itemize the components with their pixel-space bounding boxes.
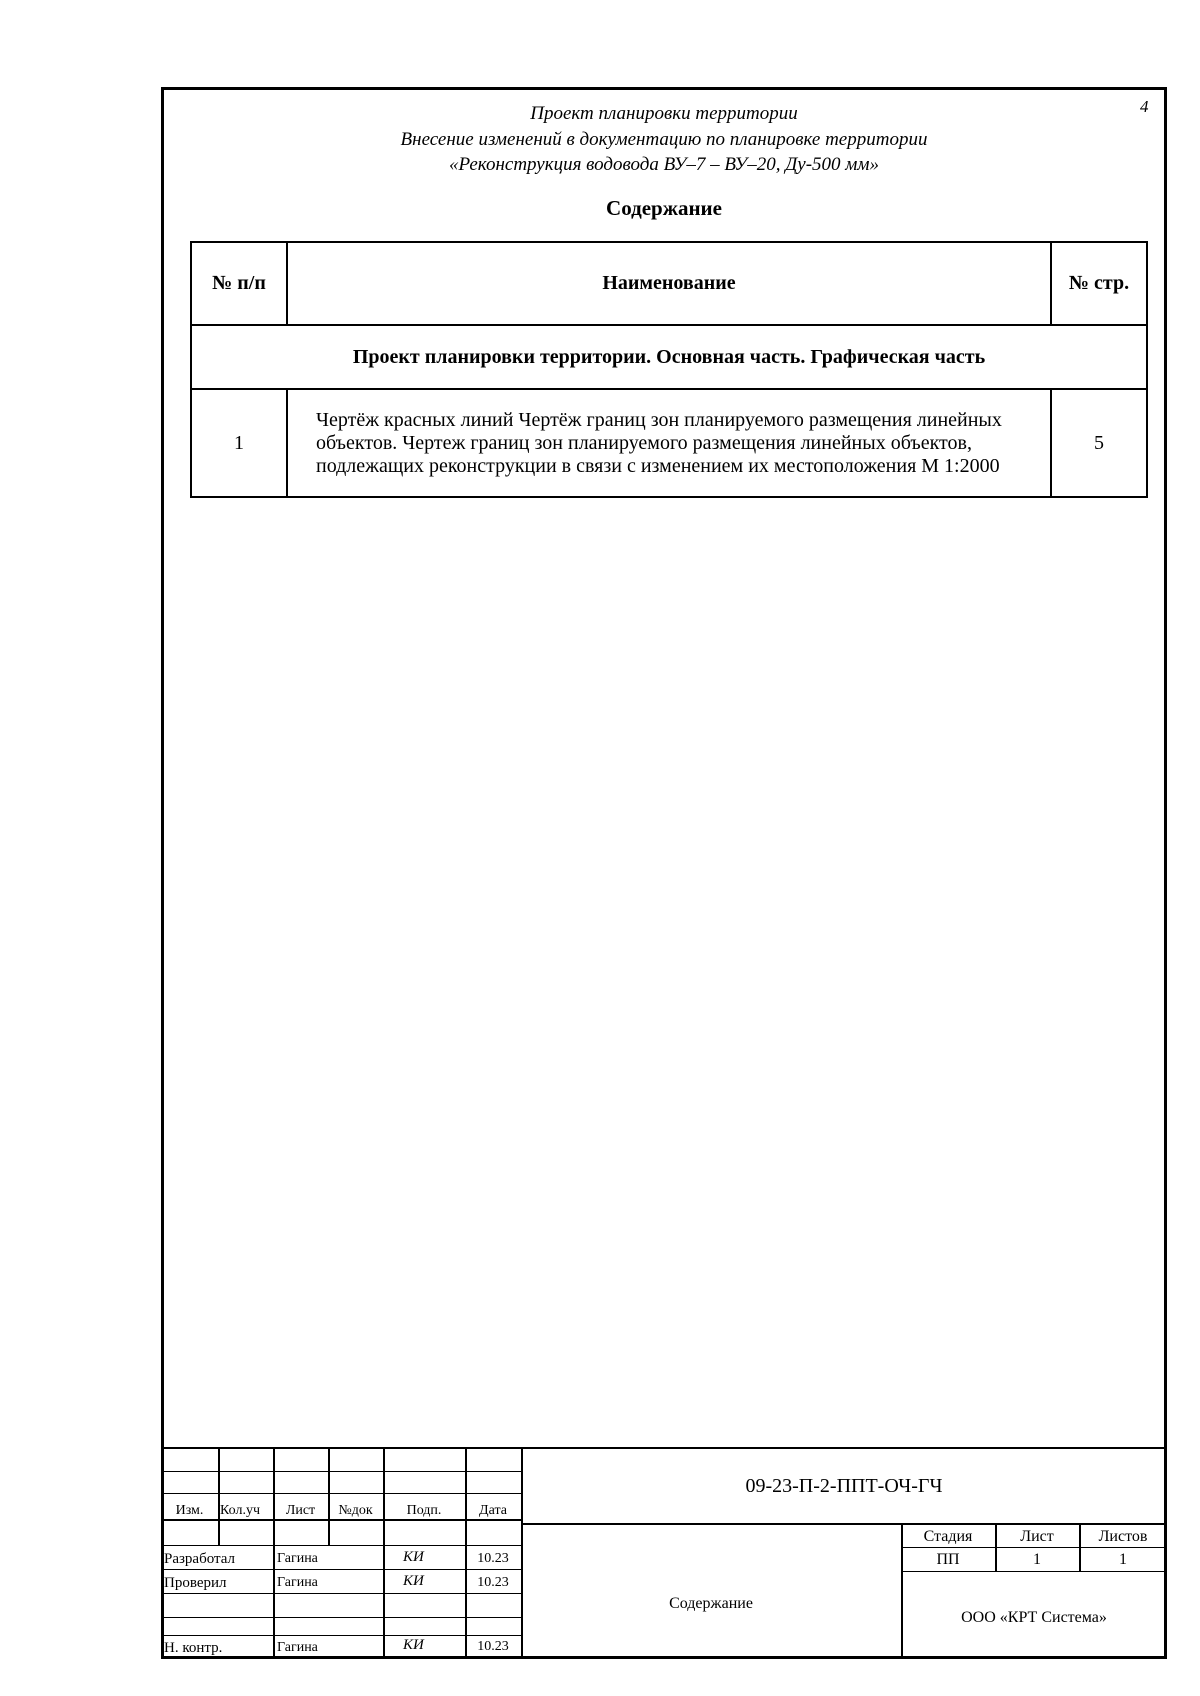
sheet-label: Лист xyxy=(1020,1528,1054,1545)
col-izm: Изм. xyxy=(175,1503,204,1518)
page-number: 4 xyxy=(1140,97,1149,116)
role-checked-date: 10.23 xyxy=(477,1575,509,1590)
col-ndoc: №док xyxy=(338,1503,373,1518)
sheets-label: Листов xyxy=(1098,1528,1148,1545)
signature-norm-control: КИ xyxy=(403,1637,424,1653)
sheet-title: Содержание xyxy=(669,1595,753,1612)
page-title: Содержание xyxy=(606,196,722,220)
col-kolvo: Кол.уч xyxy=(220,1503,260,1518)
document-code: 09-23-П-2-ППТ-ОЧ-ГЧ xyxy=(745,1475,943,1497)
role-checked-name: Гагина xyxy=(277,1575,318,1590)
column-header-page: № стр. xyxy=(1051,242,1147,325)
role-checked: Проверил xyxy=(164,1575,227,1591)
document-header xyxy=(161,101,1167,178)
role-norm-control-name: Гагина xyxy=(277,1640,318,1655)
section-title: Проект планировки территории. Основная часть. Графическая часть xyxy=(191,325,1147,389)
role-norm-control-date: 10.23 xyxy=(477,1639,509,1654)
row-name: Чертёж красных линий Чертёж границ зон планируемого размещения линейных объектов. Чертеж границ зон планируемого размещения линейных объектов, подлежащих реконструкции в связи с изменением их местоположения М 1:2000 xyxy=(287,389,1051,497)
header-line-3: «Реконструкция водовода ВУ–7 – ВУ–20, Ду-500 мм» xyxy=(448,154,880,175)
organization: ООО «КРТ Система» xyxy=(961,1609,1107,1626)
stage-value: ПП xyxy=(936,1551,960,1568)
table-header-row xyxy=(191,242,1147,325)
header-line-1: Проект планировки территории xyxy=(530,103,798,124)
col-list: Лист xyxy=(285,1503,316,1518)
row-page: 5 xyxy=(1051,389,1147,497)
table-row xyxy=(191,389,1147,497)
role-developed-date: 10.23 xyxy=(477,1551,509,1566)
row-number: 1 xyxy=(191,389,287,497)
section-row xyxy=(191,325,1147,389)
col-podp: Подп. xyxy=(406,1503,442,1518)
column-header-number: № п/п xyxy=(191,242,287,325)
title-block xyxy=(161,1447,1167,1659)
role-norm-control: Н. контр. xyxy=(164,1640,223,1656)
role-developed-name: Гагина xyxy=(277,1551,318,1566)
contents-table xyxy=(190,241,1148,498)
signature-developed: КИ xyxy=(403,1549,424,1565)
column-header-name: Наименование xyxy=(287,242,1051,325)
header-line-2: Внесение изменений в документацию по планировке территории xyxy=(400,128,928,150)
sheet-value: 1 xyxy=(1033,1551,1041,1568)
role-developed: Разработал xyxy=(164,1551,236,1567)
signature-checked: КИ xyxy=(403,1573,424,1589)
stage-label: Стадия xyxy=(923,1528,973,1545)
sheets-value: 1 xyxy=(1119,1551,1127,1568)
col-data: Дата xyxy=(479,1503,507,1518)
